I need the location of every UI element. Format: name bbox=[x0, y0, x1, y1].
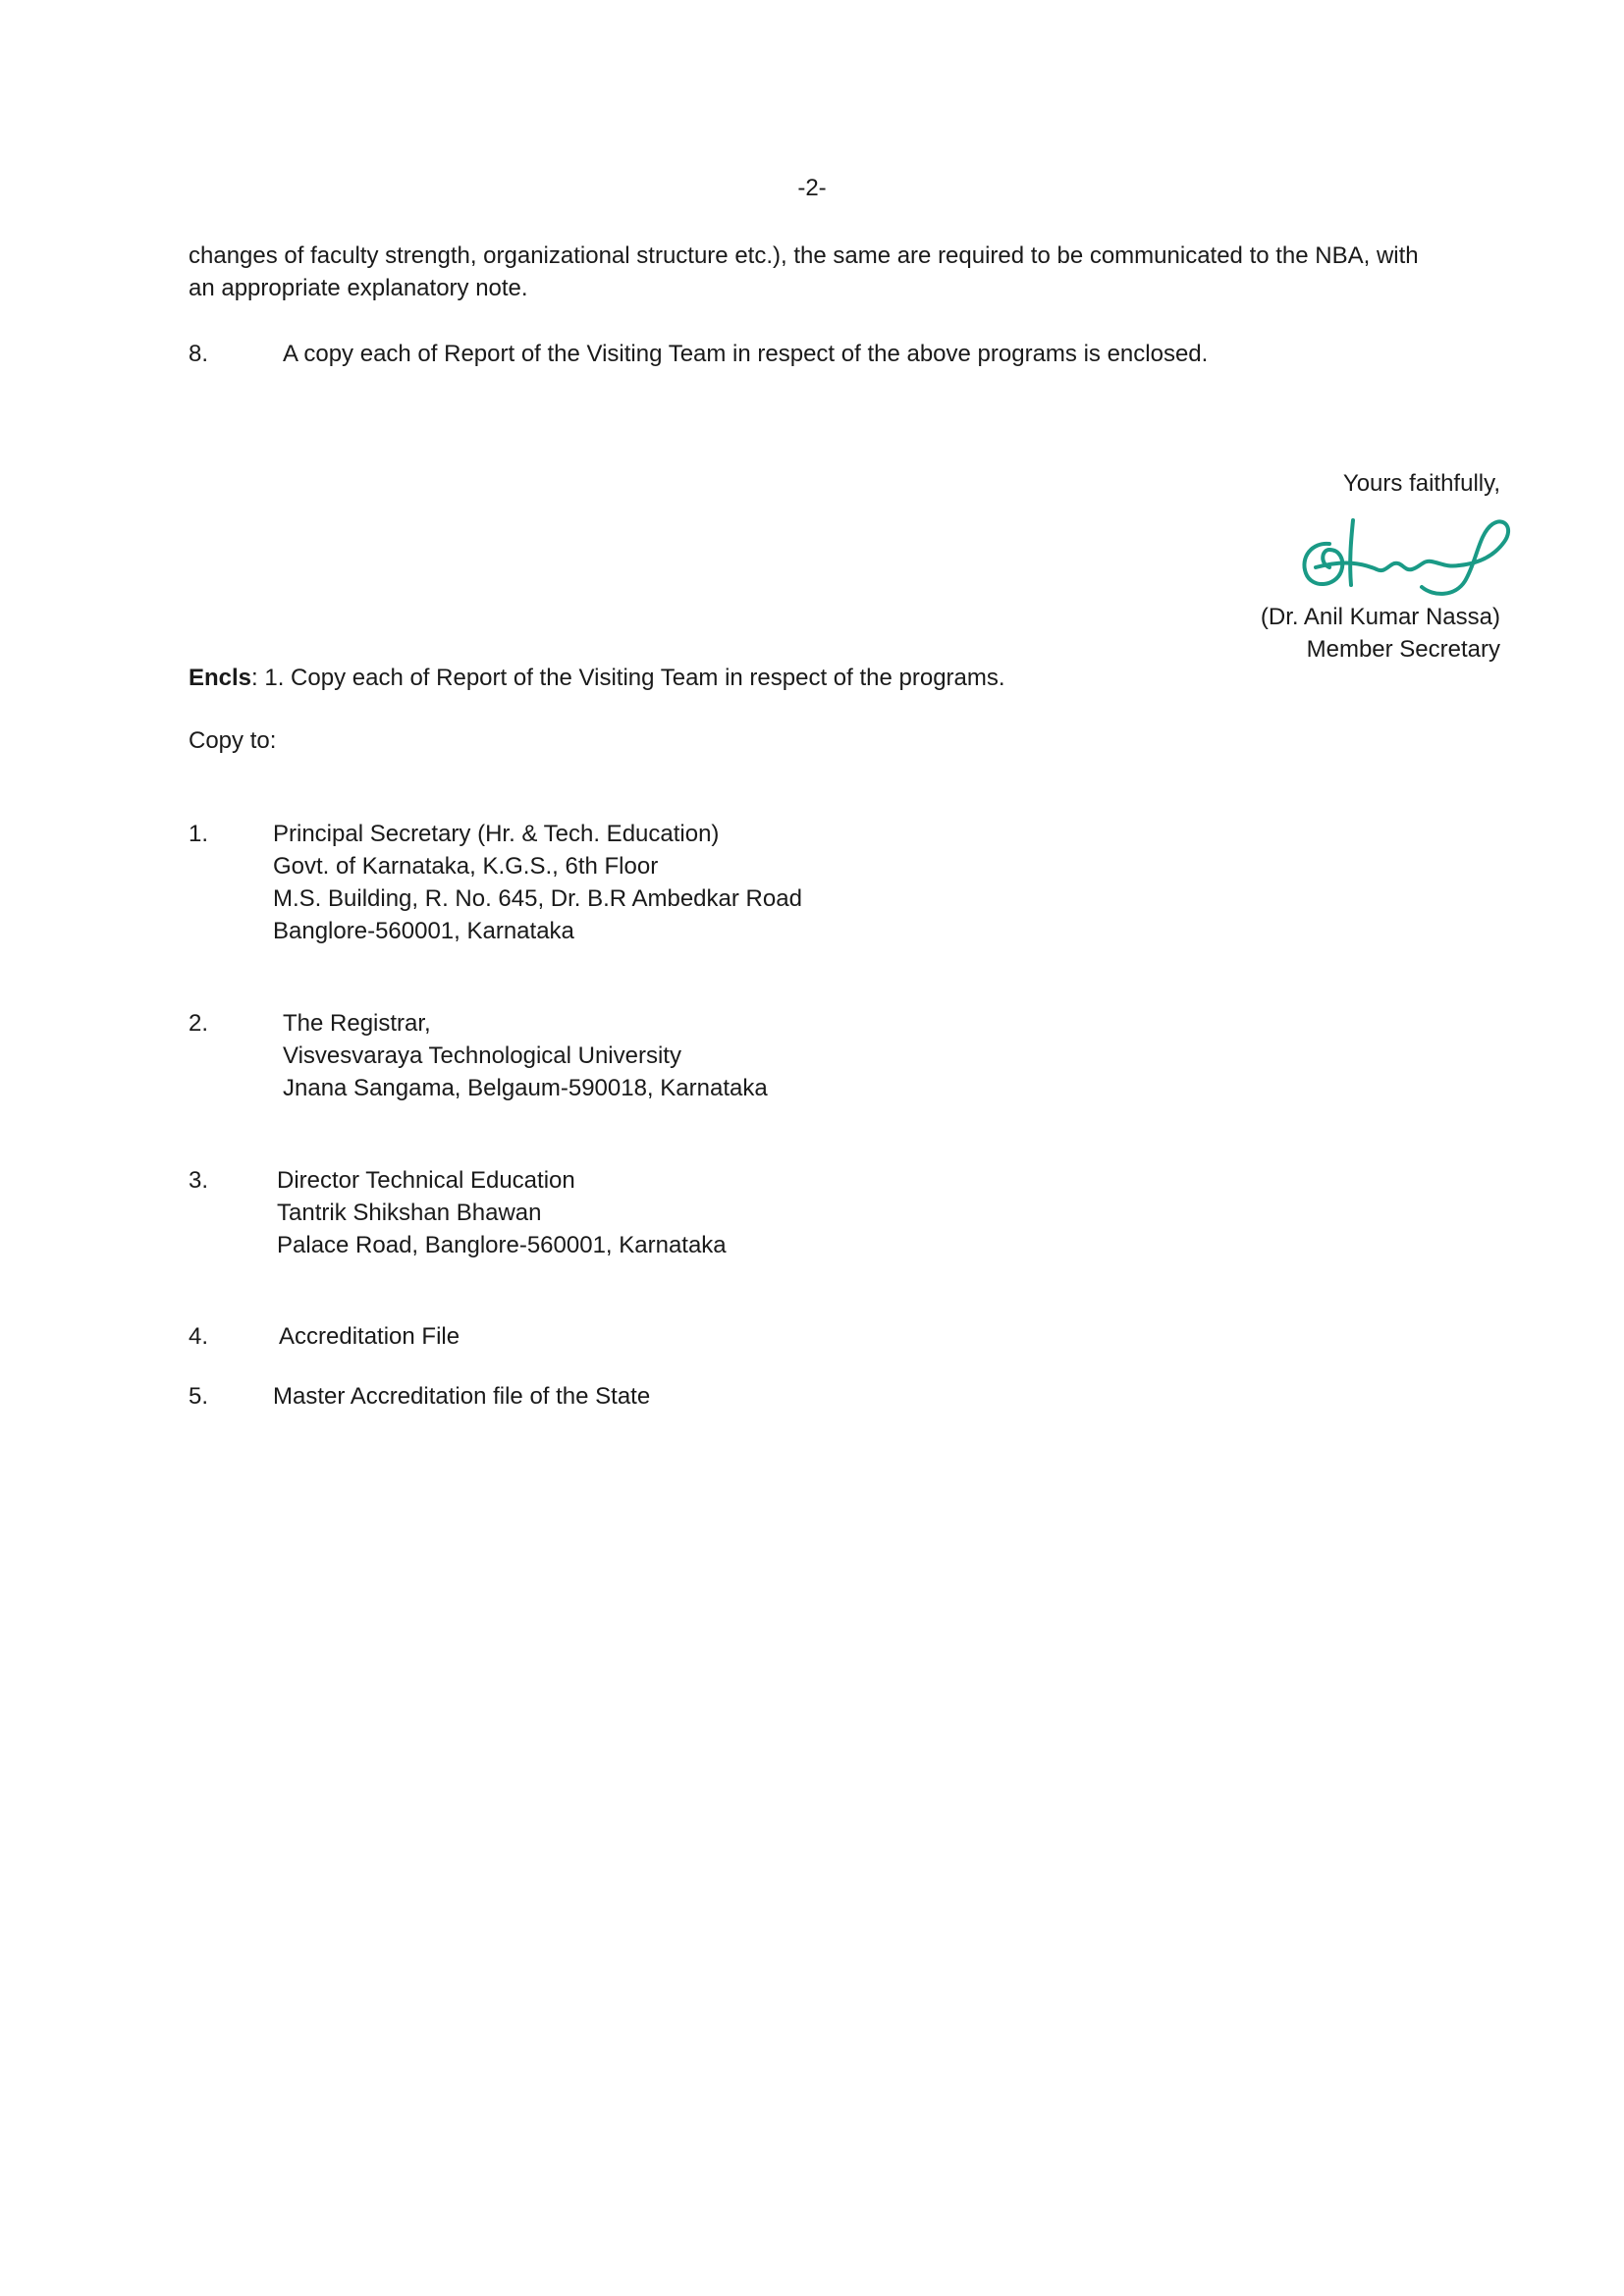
signatory-title: Member Secretary bbox=[1306, 636, 1500, 663]
signatory-name: (Dr. Anil Kumar Nassa) bbox=[1260, 604, 1500, 630]
address-line: The Registrar, bbox=[283, 1010, 431, 1037]
address-line: Accreditation File bbox=[279, 1323, 460, 1350]
address-line: Master Accreditation file of the State bbox=[273, 1383, 651, 1410]
address-block bbox=[283, 1007, 768, 1104]
address-line: Tantrik Shikshan Bhawan bbox=[277, 1200, 542, 1226]
copy-to-number: 5. bbox=[189, 1383, 209, 1410]
copy-to-number: 1. bbox=[189, 821, 209, 847]
item-text: A copy each of Report of the Visiting Team in respect of the above programs is enclosed. bbox=[283, 341, 1209, 367]
address-line: Director Technical Education bbox=[277, 1167, 575, 1194]
page-number: -2- bbox=[797, 175, 827, 201]
enclosures-label: Encls bbox=[189, 665, 252, 691]
address-block bbox=[279, 1320, 460, 1353]
copy-to-number: 4. bbox=[189, 1323, 209, 1350]
item-number: 8. bbox=[189, 341, 209, 367]
signatory-block bbox=[1261, 601, 1500, 666]
continuation-paragraph bbox=[189, 240, 1504, 304]
paragraph-line: an appropriate explanatory note. bbox=[189, 275, 528, 301]
enclosures-text: : 1. Copy each of Report of the Visiting Team in respect of the programs. bbox=[251, 665, 1005, 691]
address-line: Visvesvaraya Technological University bbox=[283, 1042, 681, 1069]
address-line: Palace Road, Banglore-560001, Karnataka bbox=[277, 1232, 727, 1258]
address-line: Govt. of Karnataka, K.G.S., 6th Floor bbox=[273, 853, 659, 880]
copy-to-label: Copy to: bbox=[189, 727, 277, 754]
closing-salutation: Yours faithfully, bbox=[1342, 470, 1500, 497]
copy-to-number: 2. bbox=[189, 1010, 209, 1037]
copy-to-number: 3. bbox=[189, 1167, 209, 1194]
enclosures bbox=[189, 662, 1005, 694]
address-block bbox=[277, 1164, 727, 1261]
address-block bbox=[273, 1380, 650, 1413]
address-block bbox=[273, 818, 802, 947]
handwritten-signature bbox=[1286, 510, 1532, 609]
address-line: Jnana Sangama, Belgaum-590018, Karnataka bbox=[283, 1075, 768, 1101]
paragraph-line: changes of faculty strength, organizational structure etc.), the same are required to be communicated to the NBA, with bbox=[189, 242, 1419, 269]
address-line: Banglore-560001, Karnataka bbox=[273, 918, 574, 944]
address-line: M.S. Building, R. No. 645, Dr. B.R Ambedkar Road bbox=[273, 885, 802, 912]
address-line: Principal Secretary (Hr. & Tech. Education) bbox=[273, 821, 720, 847]
